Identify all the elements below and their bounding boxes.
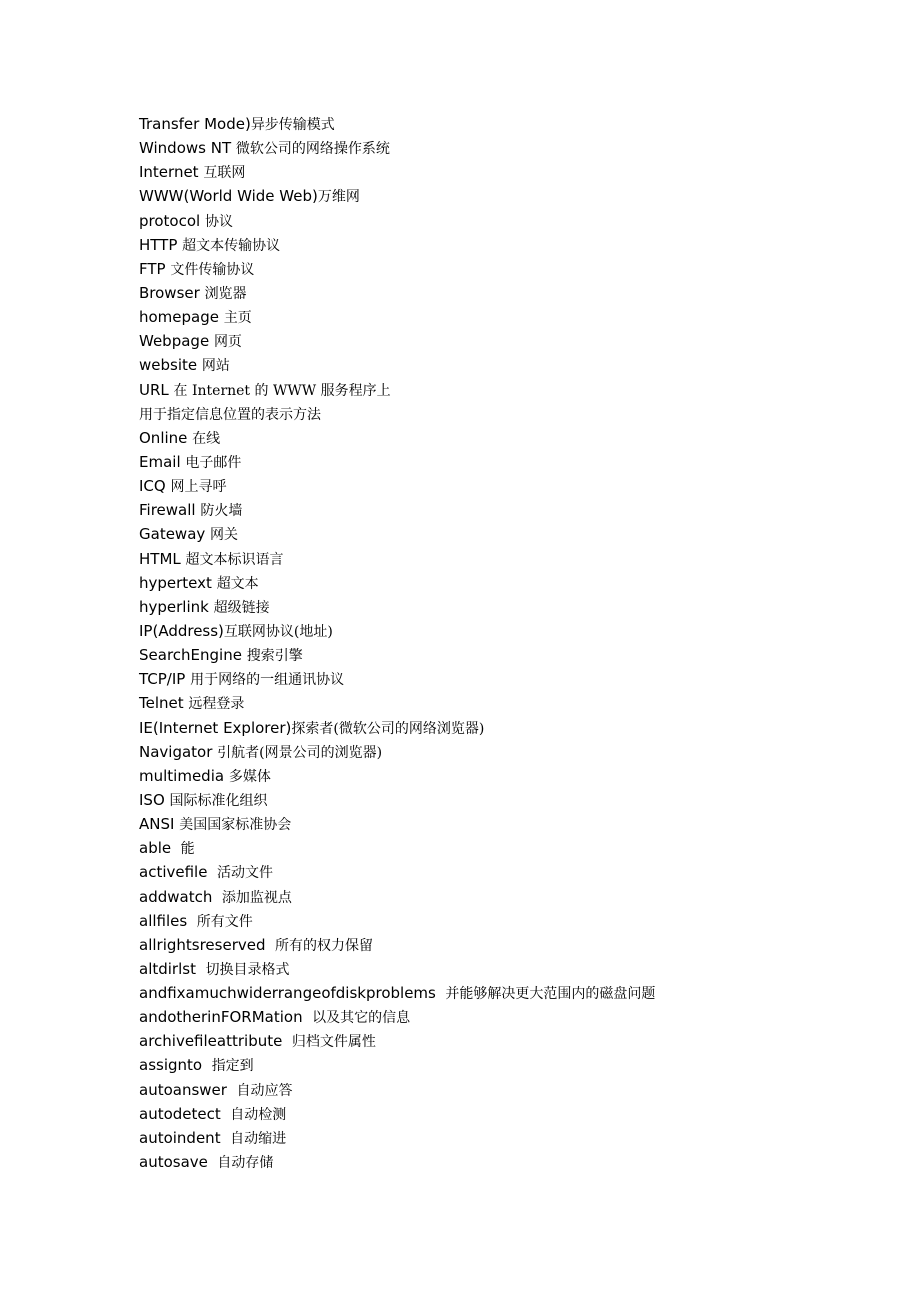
- glossary-entry: [139, 353, 839, 377]
- entry-term: website: [139, 356, 202, 375]
- glossary-entry: [139, 257, 839, 281]
- glossary-entry: [139, 233, 839, 257]
- glossary-entry: [139, 1102, 839, 1126]
- glossary-entry: [139, 909, 839, 933]
- entry-meaning: 电子邮件: [185, 454, 242, 471]
- entry-meaning: 文件传输协议: [170, 261, 255, 278]
- entry-term: andfixamuchwiderrangeofdiskproblems: [139, 984, 446, 1003]
- entry-meaning: 超级链接: [213, 599, 270, 616]
- glossary-entry: [139, 643, 839, 667]
- glossary-entry: [139, 619, 839, 643]
- entry-term: URL: [139, 380, 174, 399]
- entry-term: multimedia: [139, 766, 229, 785]
- entry-term: Firewall: [139, 501, 201, 520]
- glossary-entry: [139, 1078, 839, 1102]
- entry-meaning: 网站: [201, 358, 230, 375]
- glossary-entry: [139, 281, 839, 305]
- glossary-entry: [139, 402, 839, 426]
- entry-meaning: 在线: [192, 430, 221, 447]
- entry-meaning: 美国国家标准协会: [179, 817, 292, 834]
- entry-term: Transfer Mode): [139, 115, 251, 133]
- glossary-entry: [139, 1005, 839, 1029]
- glossary-entry: [139, 329, 839, 353]
- entry-term: archivefileattribute: [139, 1032, 292, 1051]
- entry-term: HTTP: [139, 235, 183, 254]
- entry-meaning: 互联网: [203, 165, 246, 182]
- glossary-entry: [139, 933, 839, 957]
- glossary-entry: [139, 305, 839, 329]
- glossary-entry: [139, 474, 839, 498]
- entry-term: able: [139, 839, 181, 858]
- entry-meaning: 归档文件属性: [291, 1034, 376, 1051]
- entry-term: ICQ: [139, 477, 171, 496]
- entry-term: protocol: [139, 211, 205, 230]
- entry-meaning: 超文本传输协议: [182, 237, 281, 254]
- entry-term: homepage: [139, 308, 224, 327]
- entry-meaning: 超文本: [216, 575, 259, 592]
- entry-term: ISO: [139, 790, 170, 809]
- entry-term: altdirlst: [139, 959, 206, 978]
- entry-meaning: 网关: [210, 527, 239, 544]
- entry-meaning: 异步传输模式: [250, 117, 335, 133]
- entry-meaning: 浏览器: [204, 285, 247, 302]
- entry-term: Internet: [139, 163, 204, 182]
- entry-meaning: 并能够解决更大范围内的磁盘问题: [445, 986, 656, 1003]
- glossary-entry: [139, 378, 839, 402]
- entry-term: allfiles: [139, 911, 197, 930]
- entry-meaning: 用于指定信息位置的表示方法: [139, 406, 321, 423]
- entry-meaning: 所有文件: [196, 913, 253, 930]
- glossary-entry: [139, 716, 839, 740]
- entry-meaning: 活动文件: [216, 865, 273, 882]
- entry-meaning: 自动检测: [230, 1106, 287, 1123]
- entry-term: andotherinFORMation: [139, 1008, 313, 1027]
- entry-term: allrightsreserved: [139, 935, 276, 954]
- entry-term: Browser: [139, 283, 205, 302]
- entry-meaning: 在 Internet 的 WWW 服务程序上: [173, 382, 391, 399]
- entry-meaning: 指定到: [211, 1058, 254, 1075]
- glossary-list: [139, 112, 839, 1174]
- entry-term: Gateway: [139, 525, 211, 544]
- entry-meaning: 自动缩进: [230, 1130, 287, 1147]
- glossary-entry: [139, 885, 839, 909]
- entry-term: addwatch: [139, 887, 222, 906]
- glossary-entry: [139, 1053, 839, 1077]
- entry-meaning: 远程登录: [188, 696, 245, 713]
- entry-term: hyperlink: [139, 597, 214, 616]
- glossary-entry: [139, 209, 839, 233]
- entry-term: autoanswer: [139, 1080, 237, 1099]
- entry-meaning: 互联网协议(地址): [223, 623, 333, 640]
- entry-meaning: 添加监视点: [221, 889, 292, 906]
- entry-meaning: 主页: [223, 310, 252, 327]
- entry-term: hypertext: [139, 573, 217, 592]
- entry-meaning: 切换目录格式: [205, 961, 290, 978]
- glossary-entry: [139, 160, 839, 184]
- entry-meaning: 多媒体: [228, 768, 271, 785]
- entry-term: autosave: [139, 1153, 218, 1172]
- glossary-entry: [139, 691, 839, 715]
- glossary-entry: [139, 112, 839, 136]
- entry-meaning: 微软公司的网络操作系统: [235, 141, 390, 158]
- glossary-entry: [139, 812, 839, 836]
- entry-term: HTML: [139, 549, 186, 568]
- glossary-entry: [139, 957, 839, 981]
- entry-term: Webpage: [139, 332, 214, 351]
- entry-term: Windows NT: [139, 139, 236, 158]
- entry-term: WWW(World Wide Web): [139, 187, 318, 206]
- entry-term: autodetect: [139, 1104, 231, 1123]
- glossary-entry: [139, 595, 839, 619]
- glossary-entry: [139, 136, 839, 160]
- glossary-entry: [139, 788, 839, 812]
- glossary-entry: [139, 860, 839, 884]
- entry-meaning: 自动存储: [217, 1155, 274, 1172]
- glossary-entry: [139, 547, 839, 571]
- entry-meaning: 搜索引擎: [246, 648, 303, 665]
- entry-term: Email: [139, 452, 186, 471]
- entry-term: assignto: [139, 1056, 212, 1075]
- entry-meaning: 网页: [213, 334, 242, 351]
- entry-term: IE(Internet Explorer): [139, 718, 292, 737]
- entry-meaning: 网上寻呼: [170, 479, 227, 496]
- glossary-entry: [139, 740, 839, 764]
- glossary-entry: [139, 522, 839, 546]
- glossary-entry: [139, 836, 839, 860]
- glossary-entry: [139, 450, 839, 474]
- glossary-entry: [139, 498, 839, 522]
- entry-meaning: 防火墙: [200, 503, 243, 520]
- entry-term: activefile: [139, 863, 217, 882]
- entry-meaning: 所有的权力保留: [275, 937, 374, 954]
- glossary-entry: [139, 1029, 839, 1053]
- entry-meaning: 用于网络的一组通讯协议: [190, 672, 345, 689]
- entry-meaning: 自动应答: [236, 1082, 293, 1099]
- entry-term: IP(Address): [139, 621, 224, 640]
- glossary-entry: [139, 184, 839, 208]
- entry-term: TCP/IP: [139, 670, 191, 689]
- entry-term: SearchEngine: [139, 646, 247, 665]
- entry-meaning: 超文本标识语言: [185, 551, 284, 568]
- entry-term: ANSI: [139, 815, 180, 834]
- entry-meaning: 引航者(网景公司的浏览器): [217, 744, 383, 761]
- entry-meaning: 能: [180, 841, 195, 858]
- entry-term: Telnet: [139, 694, 189, 713]
- entry-term: Navigator: [139, 742, 218, 761]
- entry-term: autoindent: [139, 1128, 231, 1147]
- glossary-entry: [139, 426, 839, 450]
- entry-meaning: 万维网: [317, 189, 360, 206]
- entry-meaning: 协议: [204, 213, 233, 230]
- glossary-entry: [139, 764, 839, 788]
- glossary-entry: [139, 1126, 839, 1150]
- entry-meaning: 探索者(微软公司的网络浏览器): [291, 720, 485, 737]
- glossary-entry: [139, 981, 839, 1005]
- entry-term: Online: [139, 428, 193, 447]
- entry-term: FTP: [139, 259, 171, 278]
- glossary-entry: [139, 571, 839, 595]
- glossary-entry: [139, 1150, 839, 1174]
- glossary-entry: [139, 667, 839, 691]
- entry-meaning: 国际标准化组织: [169, 792, 268, 809]
- entry-meaning: 以及其它的信息: [312, 1010, 411, 1027]
